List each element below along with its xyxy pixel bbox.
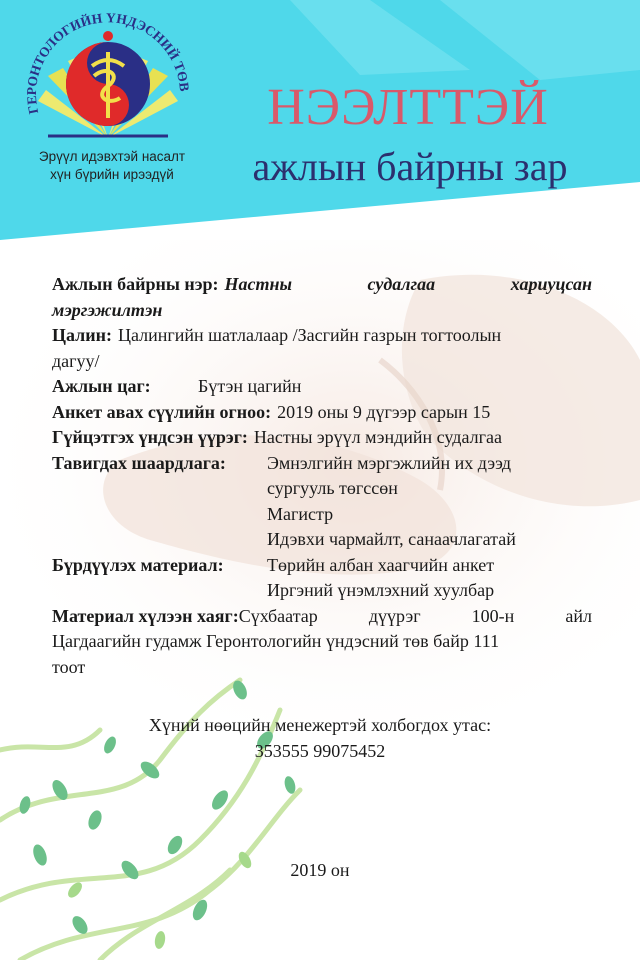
- address-row: [52, 604, 592, 630]
- logo-arc-text: ГЕРОНТОЛОГИЙН ҮНДЭСНИЙ ТӨВ: [23, 10, 193, 116]
- tagline: [22, 148, 202, 184]
- duty-value: Настны эрүүл мэндийн судалгаа: [253, 427, 502, 447]
- position-label: Ажлын байрны нэр:: [52, 274, 219, 294]
- footer-year: 2019 он: [290, 860, 350, 880]
- requirement-item: Магистр: [267, 503, 334, 524]
- duty-row: [52, 425, 592, 451]
- requirements-label: Тавигдах шаардлага:: [52, 452, 226, 473]
- gerontology-center-logo: [8, 6, 208, 156]
- deadline-label: Анкет авах сүүлийн огноо:: [52, 401, 272, 422]
- headline-job-announcement: ажлын байрны зар: [252, 144, 568, 189]
- duty-label: Гүйцэтгэх үндсэн үүрэг:: [52, 427, 248, 447]
- deadline-row: [52, 400, 592, 426]
- salary-label: Цалин:: [52, 325, 112, 345]
- address-value-end: тоот: [52, 656, 86, 677]
- salary-value: Цалингийн шатлалаар /Засгийн газрын тогтоолын: [118, 325, 502, 345]
- tagline-line1: Эрүүл идэвхтэй насалт: [38, 149, 186, 164]
- document-item: Иргэний үнэмлэхний хуулбар: [267, 580, 495, 600]
- position-value-cont: мэргэжилтэн: [52, 299, 163, 320]
- address-value: Сүхбаатар дүүрэг 100-н айл: [238, 605, 592, 626]
- document-item: Төрийн албан хаагчийн анкет: [267, 554, 495, 575]
- headline-open: НЭЭЛТТЭЙ: [267, 79, 549, 136]
- salary-value-cont: дагуу/: [52, 350, 100, 371]
- hours-row: [52, 374, 592, 400]
- job-details: [52, 272, 592, 680]
- tagline-line2: хүн бүрийн ирээдүй: [50, 167, 174, 182]
- requirement-item: Эмнэлгийн мэргэжлийн их дээд: [267, 452, 512, 473]
- requirement-item: Идэвхи чармайлт, санаачлагатай: [267, 529, 516, 549]
- contact-info: [0, 712, 640, 764]
- position-value: Настны судалгаа хариуцсан: [224, 274, 592, 294]
- position-row: [52, 272, 592, 298]
- contact-label: Хүний нөөцийн менежертэй холбогдох утас:: [148, 715, 492, 735]
- hours-label: Ажлын цаг:: [52, 376, 151, 396]
- documents-label: Бүрдүүлэх материал:: [52, 554, 224, 575]
- requirement-item: сургууль төгссөн: [267, 478, 398, 498]
- requirements-row: [52, 451, 592, 477]
- salary-row: [52, 323, 592, 349]
- address-value-cont: Цагдаагийн гудамж Геронтологийн үндэсний төв байр 111: [52, 631, 500, 651]
- deadline-value: 2019 оны 9 дүгээр сарын 15: [277, 401, 491, 422]
- hours-value: Бүтэн цагийн: [198, 376, 302, 396]
- address-label: Материал хүлээн хаяг:: [52, 605, 239, 626]
- documents-row: [52, 553, 592, 579]
- contact-phones: 353555 99075452: [254, 741, 386, 761]
